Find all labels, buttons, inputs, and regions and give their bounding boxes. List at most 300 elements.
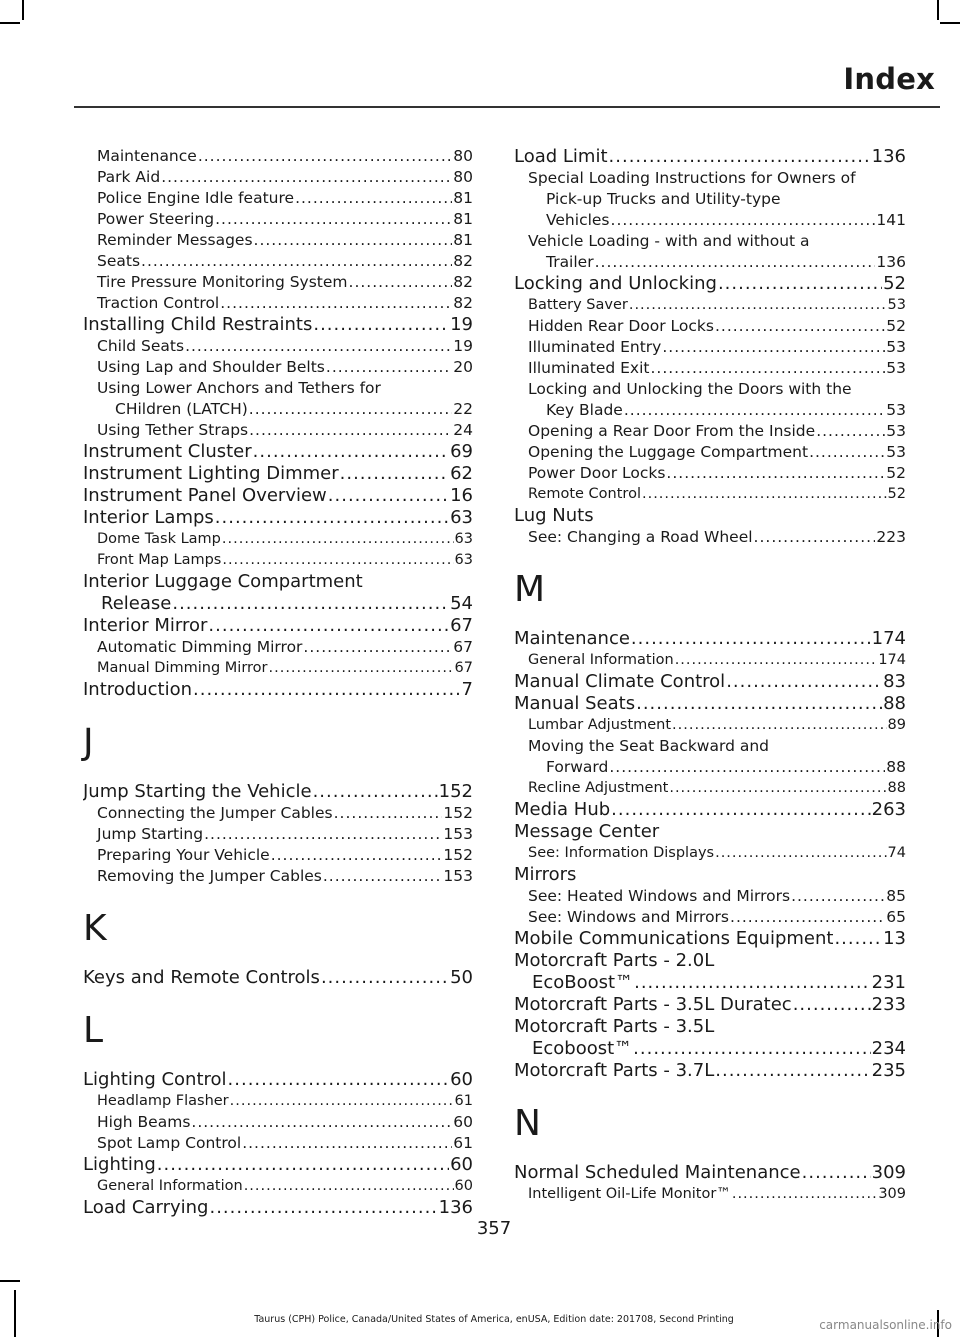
dot-leader <box>271 845 443 866</box>
entry-label: EcoBoost™ <box>532 972 634 993</box>
index-sub-entry <box>514 736 906 778</box>
dot-leader <box>754 527 876 548</box>
entry-label: Spot Lamp Control <box>97 1134 242 1152</box>
entry-page: 235 <box>871 1060 906 1081</box>
dot-leader <box>636 693 882 715</box>
index-main-entry <box>83 781 473 803</box>
dot-leader <box>633 1038 870 1060</box>
index-sub-entry <box>514 231 906 273</box>
entry-label: Remote Control <box>528 486 641 502</box>
entry-label-line: Moving the Seat Backward and <box>528 737 769 755</box>
dot-leader <box>254 230 453 251</box>
dot-leader <box>209 1197 437 1219</box>
index-main-entry <box>514 273 906 295</box>
dot-leader <box>642 484 887 505</box>
entry-page: 309 <box>878 1186 906 1202</box>
crop-mark-bottom-left <box>0 1280 20 1282</box>
index-sub-entry <box>83 209 473 230</box>
entry-page: 136 <box>876 253 906 271</box>
entry-label: Child Seats <box>97 337 185 355</box>
entry-last-line <box>528 400 906 421</box>
entry-page: 19 <box>450 314 473 335</box>
entry-page: 52 <box>886 464 906 482</box>
entry-label-line: Using Lower Anchors and Tethers for <box>97 379 381 397</box>
dot-leader <box>631 628 871 650</box>
entry-label: Lighting Control <box>83 1069 227 1090</box>
entry-label: Ecoboost™ <box>532 1038 633 1059</box>
index-sub-entry <box>514 907 906 928</box>
dot-leader <box>732 1184 877 1205</box>
entry-page: 153 <box>443 867 473 885</box>
entry-last-line <box>514 972 906 994</box>
entry-label: Interior Mirror <box>83 615 208 636</box>
index-sub-entry <box>514 295 906 316</box>
entry-page: 50 <box>450 967 473 988</box>
dot-leader <box>220 293 452 314</box>
dot-leader <box>222 529 454 550</box>
dot-leader <box>802 1162 871 1184</box>
entry-page: 53 <box>886 422 906 440</box>
entry-label: Vehicles <box>546 211 610 229</box>
crop-mark-top-left-v <box>22 0 24 20</box>
dot-leader <box>340 463 449 485</box>
index-main-entry <box>83 1154 473 1176</box>
index-sub-entry <box>83 845 473 866</box>
entry-page: 81 <box>453 210 473 228</box>
entry-page: 53 <box>886 401 906 419</box>
entry-page: 60 <box>454 1178 473 1194</box>
entry-label: Locking and Unlocking <box>514 273 717 294</box>
index-sub-entry <box>514 650 906 671</box>
entry-page: 65 <box>886 908 906 926</box>
entry-page: 24 <box>453 421 473 439</box>
index-main-entry <box>514 928 906 950</box>
entry-page: 153 <box>443 825 473 843</box>
index-sub-entry <box>514 778 906 799</box>
dot-leader <box>634 972 871 994</box>
entry-page: 263 <box>871 799 906 820</box>
dot-leader <box>611 210 876 231</box>
entry-label: Police Engine Idle feature <box>97 189 295 207</box>
dot-leader <box>141 251 452 272</box>
dot-leader <box>675 650 878 671</box>
section-letter: K <box>83 908 107 949</box>
entry-page: 67 <box>454 660 473 676</box>
index-main-entry <box>514 693 906 715</box>
index-main-entry <box>83 1069 473 1091</box>
index-sub-entry <box>514 715 906 736</box>
index-sub-entry <box>83 188 473 209</box>
entry-page: 231 <box>871 972 906 993</box>
entry-page: 62 <box>450 463 473 484</box>
entry-page: 83 <box>883 671 906 692</box>
entry-page: 63 <box>450 507 473 528</box>
entry-page: 85 <box>886 887 906 905</box>
dot-leader <box>161 167 452 188</box>
dot-leader <box>313 314 449 336</box>
entry-label: Power Steering <box>97 210 215 228</box>
entry-label: Load Carrying <box>83 1197 209 1218</box>
index-column-left <box>83 146 473 1219</box>
entry-label: Using Tether Straps <box>97 421 249 439</box>
index-sub-entry <box>514 843 906 864</box>
index-sub-entry <box>514 358 906 379</box>
index-sub-entry <box>83 1133 473 1154</box>
index-main-entry <box>83 1197 473 1219</box>
entry-label-line: Pick-up Trucks and Utility-type <box>546 190 781 208</box>
index-main-entry <box>514 1060 906 1082</box>
entry-label-line: Special Loading Instructions for Owners of <box>528 169 856 187</box>
dot-leader <box>172 593 449 615</box>
entry-page: 88 <box>887 780 906 796</box>
index-sub-entry <box>83 251 473 272</box>
dot-leader <box>715 843 886 864</box>
entry-page: 13 <box>883 928 906 949</box>
entry-label: Manual Seats <box>514 693 636 714</box>
page-number: 357 <box>476 1218 512 1239</box>
index-sub-entry <box>83 357 473 378</box>
index-main-entry <box>514 950 906 994</box>
entry-label: Trailer <box>546 253 594 271</box>
entry-label: Battery Saver <box>528 297 628 313</box>
entry-label: Lumbar Adjustment <box>528 717 672 733</box>
index-main-entry <box>514 628 906 650</box>
dot-leader <box>253 441 449 463</box>
entry-label: Front Map Lamps <box>97 552 222 568</box>
entry-label: Traction Control <box>97 294 220 312</box>
entry-label: Illuminated Entry <box>528 338 662 356</box>
index-heading: Lug Nuts <box>514 505 594 526</box>
index-main-entry <box>514 146 906 168</box>
entry-label: Opening a Rear Door From the Inside <box>528 422 816 440</box>
entry-label: Motorcraft Parts - 3.7L <box>514 1060 715 1081</box>
dot-leader <box>609 146 871 168</box>
entry-page: 61 <box>453 1134 473 1152</box>
entry-label: Instrument Cluster <box>83 441 252 462</box>
dot-leader <box>244 1176 454 1197</box>
section-letter: N <box>514 1103 541 1144</box>
index-sub-entry <box>514 527 906 548</box>
entry-label: Connecting the Jumper Cables <box>97 804 333 822</box>
entry-page: 82 <box>453 273 473 291</box>
entry-label-line: Vehicle Loading - with and without a <box>528 232 810 250</box>
index-sub-entry <box>83 1091 473 1112</box>
index-sub-entry <box>83 866 473 887</box>
entry-label: Hidden Rear Door Locks <box>528 317 714 335</box>
index-sub-entry <box>514 1184 906 1205</box>
entry-page: 88 <box>886 758 906 776</box>
entry-label: Seats <box>97 252 141 270</box>
dot-leader <box>650 358 885 379</box>
page-title: Index <box>843 62 935 96</box>
entry-label: Tire Pressure Monitoring System <box>97 273 348 291</box>
index-sub-entry <box>83 529 473 550</box>
entry-label: Manual Dimming Mirror <box>97 660 268 676</box>
entry-page: 22 <box>453 400 473 418</box>
entry-page: 16 <box>450 485 473 506</box>
entry-label: Installing Child Restraints <box>83 314 313 335</box>
index-main-entry <box>83 441 473 463</box>
index-main-entry <box>83 314 473 336</box>
entry-page: 19 <box>453 337 473 355</box>
entry-page: 60 <box>450 1069 473 1090</box>
entry-label: Interior Lamps <box>83 507 214 528</box>
entry-page: 80 <box>453 168 473 186</box>
entry-label: Reminder Messages <box>97 231 253 249</box>
index-column-right <box>514 146 906 1205</box>
dot-leader <box>334 803 443 824</box>
entry-label: General Information <box>97 1178 243 1194</box>
entry-label: Intelligent Oil-Life Monitor™ <box>528 1186 731 1202</box>
index-sub-entry <box>83 167 473 188</box>
entry-page: 67 <box>453 638 473 656</box>
index-sub-entry <box>83 272 473 293</box>
index-sub-entry <box>514 421 906 442</box>
entry-label: General Information <box>528 652 674 668</box>
dot-leader <box>323 866 443 887</box>
dot-leader <box>230 1091 454 1112</box>
entry-label: Mobile Communications Equipment <box>514 928 834 949</box>
dot-leader <box>715 1060 870 1082</box>
entry-page: 7 <box>461 679 473 700</box>
dot-leader <box>611 799 870 821</box>
entry-page: 67 <box>450 615 473 636</box>
section-letter: L <box>83 1010 104 1051</box>
entry-label: Instrument Lighting Dimmer <box>83 463 339 484</box>
index-sub-entry <box>514 463 906 484</box>
entry-label: Normal Scheduled Maintenance <box>514 1162 801 1183</box>
index-heading: Message Center <box>514 821 660 842</box>
entry-page: 69 <box>450 441 473 462</box>
entry-page: 136 <box>871 146 906 167</box>
entry-page: 74 <box>887 845 906 861</box>
entry-label: Maintenance <box>97 147 197 165</box>
entry-page: 309 <box>871 1162 906 1183</box>
entry-page: 82 <box>453 252 473 270</box>
dot-leader <box>269 658 454 679</box>
entry-label: Motorcraft Parts - 3.5L Duratec <box>514 994 792 1015</box>
index-main-entry <box>83 679 473 701</box>
dot-leader <box>609 757 885 778</box>
entry-page: 174 <box>878 652 906 668</box>
entry-label: Media Hub <box>514 799 611 820</box>
entry-page: 63 <box>454 531 473 547</box>
dot-leader <box>215 209 452 230</box>
dot-leader <box>215 507 449 529</box>
entry-label: Power Door Locks <box>528 464 666 482</box>
entry-page: 152 <box>443 846 473 864</box>
index-sub-entry <box>514 484 906 505</box>
dot-leader <box>669 778 886 799</box>
dot-leader <box>193 679 461 701</box>
dot-leader <box>157 1154 449 1176</box>
entry-page: 89 <box>887 717 906 733</box>
dot-leader <box>191 1112 452 1133</box>
index-sub-entry <box>83 146 473 167</box>
entry-page: 136 <box>438 1197 473 1218</box>
dot-leader <box>809 442 885 463</box>
entry-page: 88 <box>883 693 906 714</box>
dot-leader <box>816 421 885 442</box>
index-sub-entry <box>83 293 473 314</box>
header-rule <box>74 106 940 108</box>
entry-label: Manual Climate Control <box>514 671 726 692</box>
entry-label: Lighting <box>83 1154 156 1175</box>
entry-label-line: Locking and Unlocking the Doors with the <box>528 380 852 398</box>
index-sub-entry <box>83 803 473 824</box>
dot-leader <box>715 316 885 337</box>
entry-label: Introduction <box>83 679 193 700</box>
watermark: carmanualsonline.info <box>819 1318 952 1332</box>
dot-leader <box>624 400 885 421</box>
entry-label: See: Heated Windows and Mirrors <box>528 887 791 905</box>
index-main-entry <box>514 994 906 1016</box>
crop-mark-top-left <box>0 22 20 24</box>
entry-label: Preparing Your Vehicle <box>97 846 270 864</box>
index-main-entry <box>514 1162 906 1184</box>
index-main-entry <box>83 485 473 507</box>
dot-leader <box>303 637 452 658</box>
dot-leader <box>666 463 885 484</box>
entry-label: High Beams <box>97 1113 191 1131</box>
entry-label: Release <box>101 593 172 614</box>
entry-page: 52 <box>887 486 906 502</box>
index-sub-entry <box>83 420 473 441</box>
dot-leader <box>326 357 452 378</box>
dot-leader <box>834 928 882 950</box>
crop-mark-top-right <box>940 22 960 24</box>
entry-last-line <box>97 399 473 420</box>
dot-leader <box>313 781 438 803</box>
entry-label: See: Changing a Road Wheel <box>528 528 753 546</box>
entry-page: 53 <box>887 297 906 313</box>
index-sub-entry <box>514 168 906 231</box>
dot-leader <box>629 295 887 316</box>
entry-page: 63 <box>454 552 473 568</box>
index-heading: Mirrors <box>514 864 577 885</box>
index-sub-entry <box>514 316 906 337</box>
entry-label: Jump Starting <box>97 825 204 843</box>
index-main-entry <box>83 463 473 485</box>
entry-label: Jump Starting the Vehicle <box>83 781 312 802</box>
dot-leader <box>208 615 449 637</box>
entry-page: 82 <box>453 294 473 312</box>
entry-label: Opening the Luggage Compartment <box>528 443 809 461</box>
footer-edition: Taurus (CPH) Police, Canada/United States of America, enUSA, Edition date: 201708, Second Printing <box>254 1314 734 1325</box>
entry-label: Headlamp Flasher <box>97 1093 229 1109</box>
entry-label: Keys and Remote Controls <box>83 967 320 988</box>
dot-leader <box>718 273 882 295</box>
dot-leader <box>198 146 452 167</box>
index-sub-entry <box>83 336 473 357</box>
index-main-entry <box>83 615 473 637</box>
entry-label: Dome Task Lamp <box>97 531 221 547</box>
index-main-entry <box>514 671 906 693</box>
index-sub-entry <box>514 442 906 463</box>
entry-page: 141 <box>876 211 906 229</box>
index-sub-entry <box>514 886 906 907</box>
index-sub-entry <box>83 658 473 679</box>
entry-label-line: Motorcraft Parts - 2.0L <box>514 950 715 971</box>
entry-page: 152 <box>438 781 473 802</box>
dot-leader <box>249 399 452 420</box>
section-letter: J <box>83 722 94 763</box>
dot-leader <box>204 824 442 845</box>
index-sub-entry <box>83 637 473 658</box>
index-sub-entry <box>514 337 906 358</box>
entry-last-line <box>514 1038 906 1060</box>
entry-page: 20 <box>453 358 473 376</box>
index-main-entry <box>514 1016 906 1060</box>
crop-mark-top-right-v <box>937 0 939 20</box>
dot-leader <box>349 272 453 293</box>
entry-label: Park Aid <box>97 168 161 186</box>
entry-page: 53 <box>886 338 906 356</box>
entry-page: 61 <box>454 1093 473 1109</box>
dot-leader <box>672 715 887 736</box>
dot-leader <box>595 252 876 273</box>
entry-label: Removing the Jumper Cables <box>97 867 322 885</box>
dot-leader <box>730 907 885 928</box>
entry-label: Illuminated Exit <box>528 359 650 377</box>
entry-label: Instrument Panel Overview <box>83 485 327 506</box>
index-main-entry <box>83 507 473 529</box>
dot-leader <box>726 671 882 693</box>
entry-last-line <box>83 593 473 615</box>
entry-page: 152 <box>443 804 473 822</box>
dot-leader <box>328 485 449 507</box>
entry-label: Automatic Dimming Mirror <box>97 638 303 656</box>
entry-label: Forward <box>546 758 609 776</box>
entry-page: 81 <box>453 189 473 207</box>
dot-leader <box>662 337 885 358</box>
entry-label: Maintenance <box>514 628 630 649</box>
dot-leader <box>242 1133 452 1154</box>
entry-last-line <box>528 252 906 273</box>
dot-leader <box>321 967 449 989</box>
dot-leader <box>222 550 453 571</box>
entry-page: 60 <box>453 1113 473 1131</box>
entry-page: 174 <box>871 628 906 649</box>
entry-page: 52 <box>883 273 906 294</box>
entry-label: Using Lap and Shoulder Belts <box>97 358 325 376</box>
dot-leader <box>228 1069 450 1091</box>
index-main-entry <box>83 967 473 989</box>
index-sub-entry <box>514 379 906 421</box>
section-letter: M <box>514 569 546 610</box>
entry-page: 52 <box>886 317 906 335</box>
entry-label: Load Limit <box>514 146 608 167</box>
entry-label-line: Interior Luggage Compartment <box>83 571 363 592</box>
index-sub-entry <box>83 824 473 845</box>
dot-leader <box>185 336 452 357</box>
dot-leader <box>295 188 452 209</box>
index-sub-entry <box>83 550 473 571</box>
entry-page: 53 <box>886 359 906 377</box>
index-sub-entry <box>83 1176 473 1197</box>
index-main-entry <box>514 799 906 821</box>
index-sub-entry <box>83 1112 473 1133</box>
entry-page: 223 <box>876 528 906 546</box>
index-sub-entry <box>83 230 473 251</box>
entry-page: 80 <box>453 147 473 165</box>
entry-label: Key Blade <box>546 401 623 419</box>
entry-page: 81 <box>453 231 473 249</box>
dot-leader <box>791 886 885 907</box>
entry-label: See: Information Displays <box>528 845 715 861</box>
entry-page: 233 <box>871 994 906 1015</box>
entry-page: 234 <box>871 1038 906 1059</box>
